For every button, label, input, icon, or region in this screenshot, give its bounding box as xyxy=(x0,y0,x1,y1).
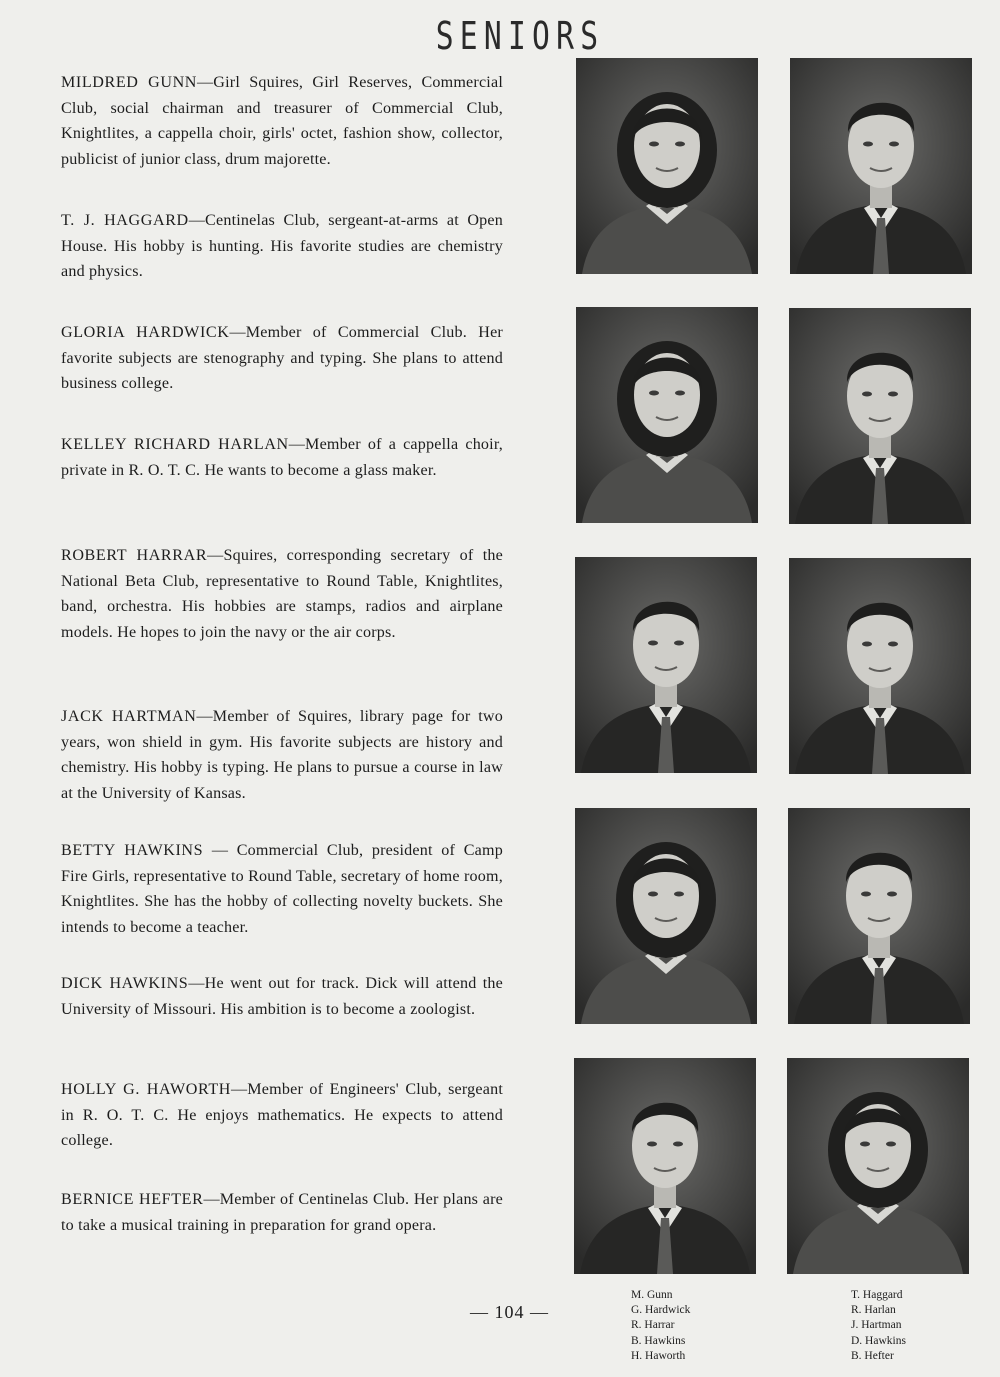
caption-name: R. Harrar xyxy=(631,1319,675,1332)
portrait-image xyxy=(576,307,758,523)
portrait-image xyxy=(575,808,757,1024)
portrait-image xyxy=(788,808,970,1024)
bio-name: ROBERT HARRAR xyxy=(61,547,208,564)
bio-name: JACK HARTMAN xyxy=(61,708,197,725)
bio-name: MILDRED GUNN xyxy=(61,74,198,91)
bio-name: GLORIA HARDWICK xyxy=(61,324,230,341)
bio-tj-haggard xyxy=(61,208,503,285)
portrait-photo xyxy=(790,58,972,274)
bio-holly-haworth xyxy=(61,1077,503,1154)
photo-caption-right xyxy=(851,1288,906,1364)
bio-betty-hawkins xyxy=(61,838,503,940)
portrait-image xyxy=(789,308,971,524)
bio-name: KELLEY RICHARD HARLAN xyxy=(61,436,289,453)
page-title: SENIORS xyxy=(435,14,605,58)
bio-name: HOLLY G. HAWORTH xyxy=(61,1081,231,1098)
photo-caption-left xyxy=(631,1288,690,1364)
caption-name: T. Haggard xyxy=(851,1289,903,1301)
caption-name: B. Hawkins xyxy=(631,1334,686,1347)
bio-name: BETTY HAWKINS xyxy=(61,842,204,859)
portrait-photo xyxy=(789,558,971,774)
portrait-photo xyxy=(789,308,971,524)
portrait-photo xyxy=(787,1058,969,1274)
bio-text: —Member of a cappella choir, private in R. O. T. C. He wants to become a glass maker. xyxy=(61,436,503,479)
bio-text: —Member of Centinelas Club. Her plans are to take a musical training in preparation for grand opera. xyxy=(61,1191,503,1234)
caption-name: R. Harlan xyxy=(851,1304,896,1317)
caption-name: H. Haworth xyxy=(631,1349,686,1362)
bio-text: — Commercial Club, president of Camp Fire Girls, representative to Round Table, secretary of home room, Knightlites. She has the hobby of collecting novelty buckets. She intends to become a teacher. xyxy=(61,842,503,936)
bio-text: —Squires, corresponding secretary of the National Beta Club, representative to Round Table, Knightlites, band, orchestra. His hobbies are stamps, radios and airplane models. He hopes to join the navy or the air corps. xyxy=(61,547,504,641)
portrait-photo xyxy=(574,1058,756,1274)
portrait-image xyxy=(789,558,971,774)
caption-name: G. Hardwick xyxy=(631,1304,691,1317)
portrait-image xyxy=(574,1058,756,1274)
bio-gloria-hardwick xyxy=(61,320,503,397)
bio-text: —Member of Commercial Club. Her favorite subjects are stenography and typing. She plans to attend business college. xyxy=(61,324,503,392)
bio-bernice-hefter xyxy=(61,1187,503,1238)
portrait-photo xyxy=(576,307,758,523)
caption-name: M. Gunn xyxy=(631,1289,673,1301)
bio-jack-hartman xyxy=(61,704,503,806)
bio-text: —Girl Squires, Girl Reserves, Commercial Club, social chairman and treasurer of Commercial Club, Knightlites, a cappella choir, girls' octet, fashion show, collector, publicist of junior class, drum majorette. xyxy=(61,74,503,168)
bio-kelley-harlan xyxy=(61,432,503,483)
bio-name: T. J. HAGGARD xyxy=(61,212,189,229)
bio-text: —Member of Squires, library page for two years, won shield in gym. His favorite subjects are history and chemistry. His hobby is typing. He plans to pursue a course in law at the University of Kansas. xyxy=(61,708,503,802)
caption-name: J. Hartman xyxy=(851,1319,902,1332)
portrait-photo xyxy=(576,58,758,274)
caption-name: B. Hefter xyxy=(851,1349,894,1362)
bio-text: —Member of Engineers' Club, sergeant in R. O. T. C. He enjoys mathematics. He expects to attend college. xyxy=(61,1081,503,1149)
bio-text: —Centinelas Club, sergeant-at-arms at Open House. His hobby is hunting. His favorite studies are chemistry and physics. xyxy=(61,212,504,280)
portrait-image xyxy=(787,1058,969,1274)
bio-mildred-gunn xyxy=(61,70,503,172)
caption-name: D. Hawkins xyxy=(851,1334,906,1347)
portrait-photo xyxy=(788,808,970,1024)
bio-name: BERNICE HEFTER xyxy=(61,1191,204,1208)
portrait-image xyxy=(575,557,757,773)
bio-dick-hawkins xyxy=(61,971,503,1022)
bio-robert-harrar xyxy=(61,543,503,645)
portrait-photo xyxy=(575,808,757,1024)
portrait-image xyxy=(576,58,758,274)
portrait-image xyxy=(790,58,972,274)
page-number: — 104 — xyxy=(470,1302,549,1322)
bio-name: DICK HAWKINS xyxy=(61,975,189,992)
portrait-photo xyxy=(575,557,757,773)
bio-text: —He went out for track. Dick will attend the University of Missouri. His ambition is to become a zoologist. xyxy=(61,975,504,1018)
